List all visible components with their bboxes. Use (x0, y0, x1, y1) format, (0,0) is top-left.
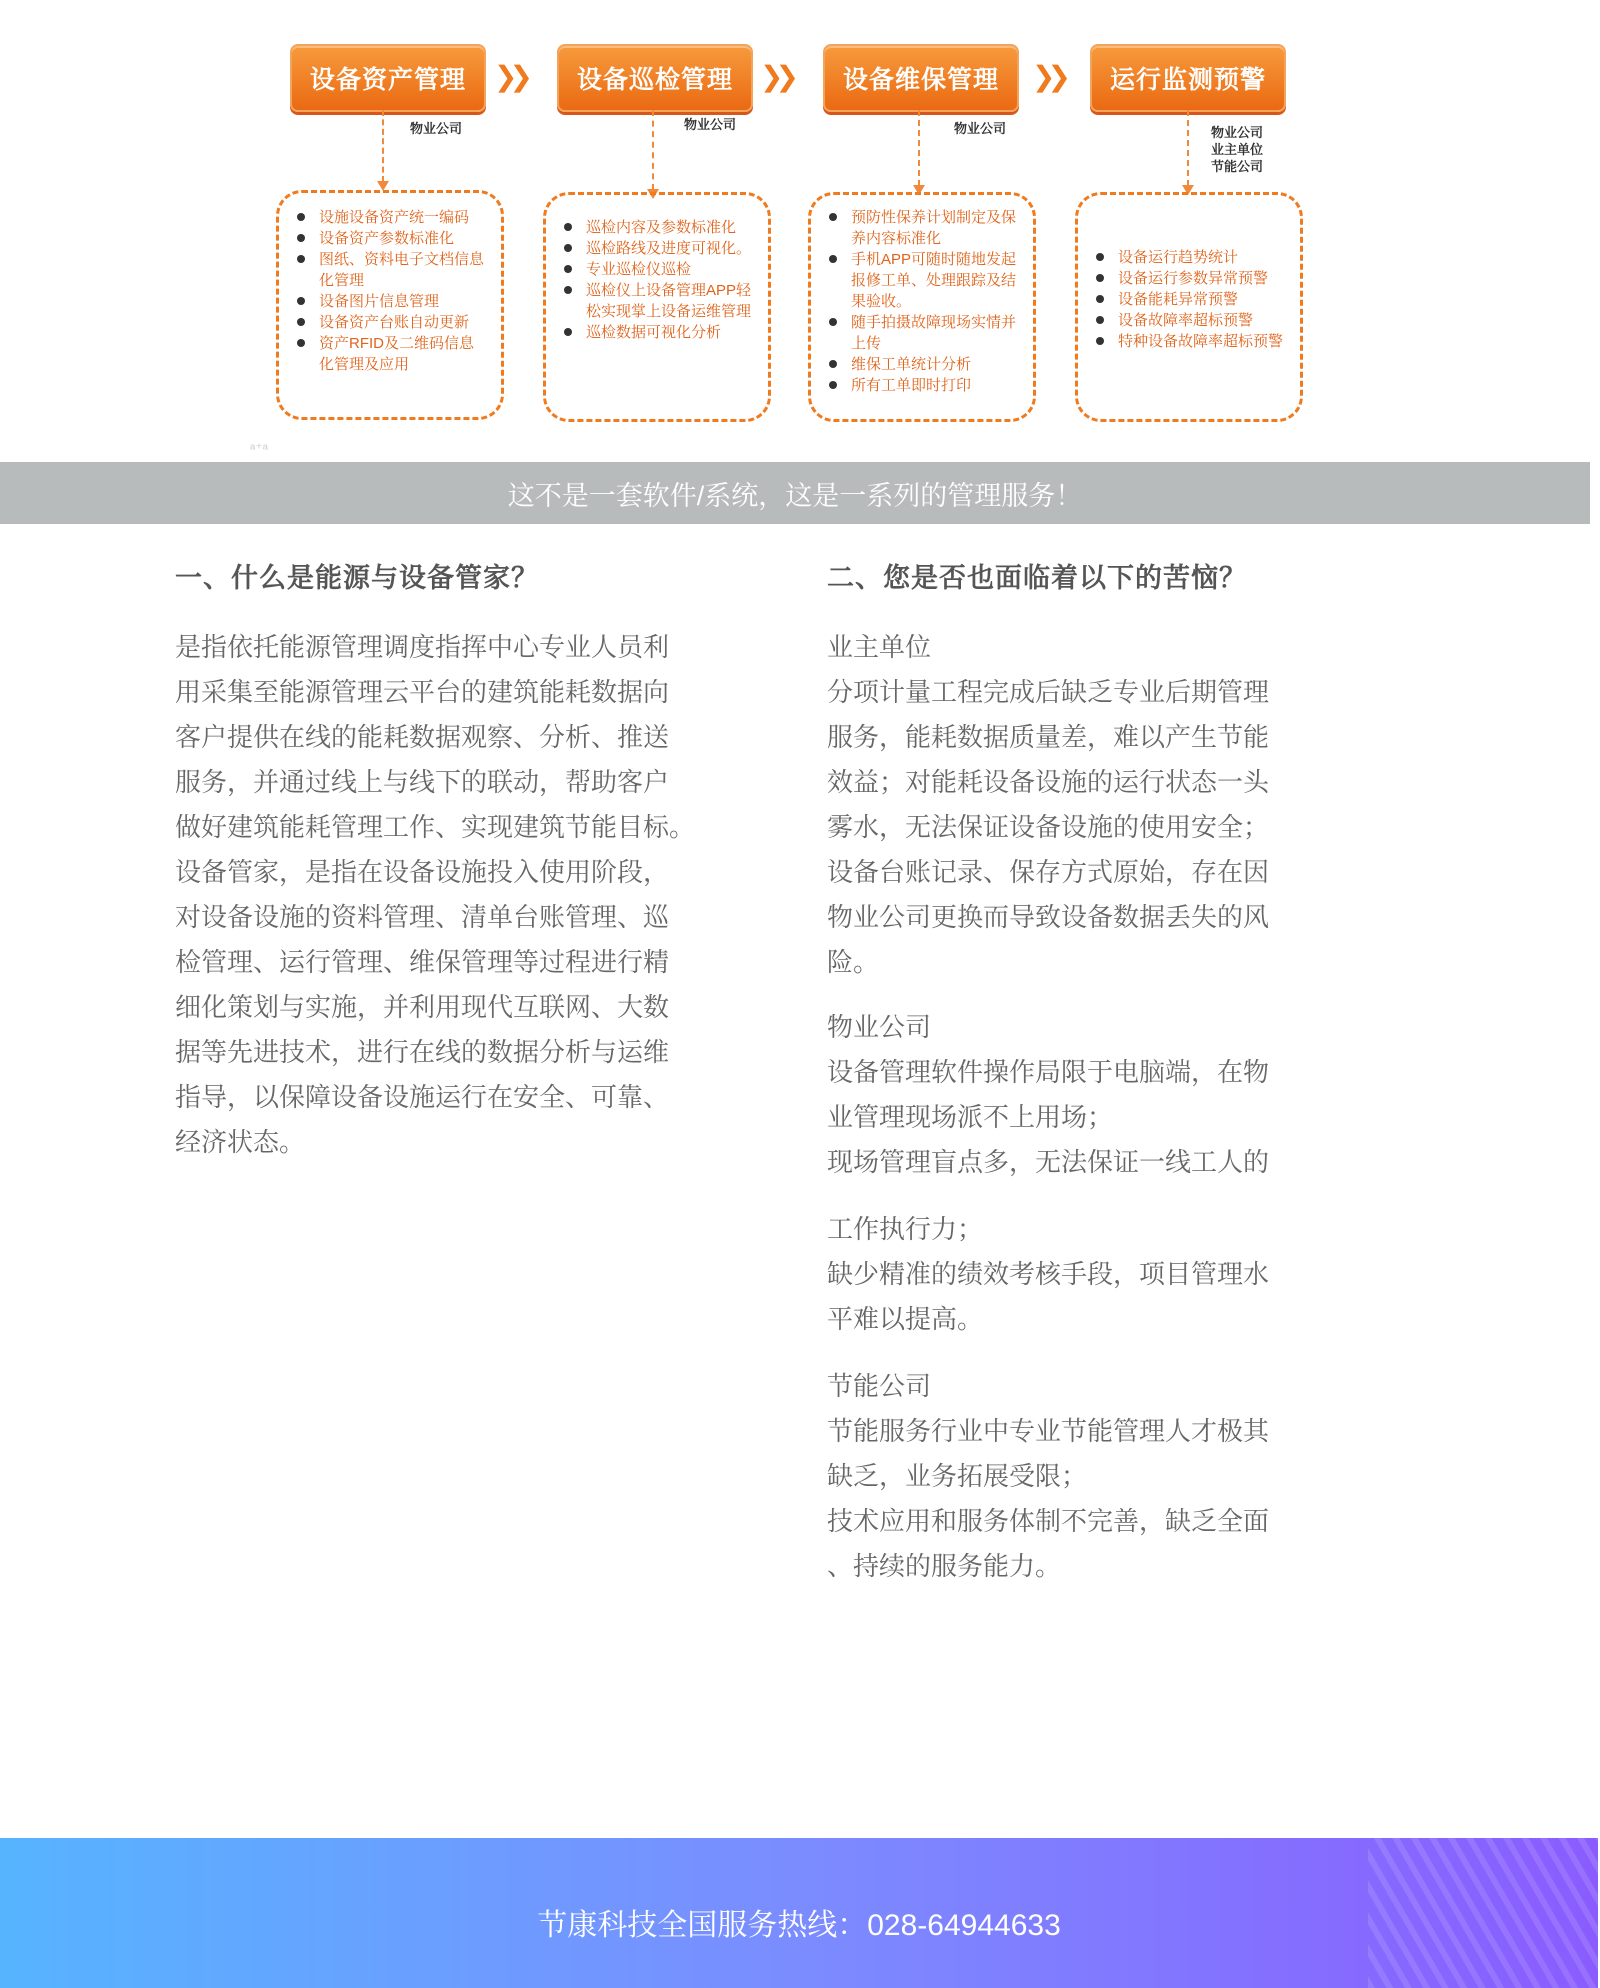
service-hotline[interactable]: 节康科技全国服务热线：028-64944633 (537, 1909, 1061, 1942)
owner-unit-block (827, 625, 1327, 985)
feature-box-asset (276, 190, 504, 420)
step-asset-management (290, 44, 486, 112)
pain-line: 技术应用和服务体制不完善，缺乏全面 (827, 1506, 1270, 1536)
step-title: 运行监测预警 (1109, 66, 1266, 94)
owner-label (954, 120, 1006, 137)
pain-line: 缺少精准的绩效考核手段，项目管理水 (827, 1259, 1270, 1289)
feature-item: 设施设备资产统一编码 (289, 207, 487, 228)
intro-line: 据等先进技术，进行在线的数据分析与运维 (175, 1037, 670, 1067)
banner-text: 这不是一套软件/系统，这是一系列的管理服务！ (507, 480, 1083, 511)
pain-line: 业管理现场派不上用场； (827, 1102, 1114, 1132)
connector-arrow (652, 110, 654, 190)
feature-item: 图纸、资料电子文档信息化管理 (289, 249, 487, 291)
owner-text: 节能公司 (1211, 159, 1264, 174)
feature-box-monitoring (1075, 192, 1303, 422)
feature-box-inspection (543, 192, 771, 422)
process-flow-diagram (0, 0, 1600, 460)
feature-item: 巡检仪上设备管理APP轻松实现掌上设备运维管理 (556, 280, 754, 322)
owner-label (410, 120, 462, 137)
energy-company-block (827, 1364, 1327, 1589)
feature-item: 维保工单统计分析 (821, 354, 1019, 375)
intro-line: 对设备设施的资料管理、清单台账管理、巡 (175, 902, 670, 932)
pain-line: 节能服务行业中专业节能管理人才极其 (827, 1416, 1270, 1446)
feature-item: 专业巡检仪巡检 (556, 259, 754, 280)
intro-line: 指导，以保障设备设施运行在安全、可靠、 (175, 1082, 670, 1112)
feature-item: 巡检内容及参数标准化 (556, 217, 754, 238)
subsection-title: 节能公司 (827, 1371, 932, 1401)
subsection-title: 物业公司 (827, 1012, 932, 1042)
step-title: 设备巡检管理 (576, 66, 733, 94)
pain-line: 现场管理盲点多，无法保证一线工人的 (827, 1147, 1270, 1177)
section-heading: 一、什么是能源与设备管家？ (175, 563, 539, 593)
pain-line: 分项计量工程完成后缺乏专业后期管理 (827, 677, 1270, 707)
intro-line: 是指依托能源管理调度指挥中心专业人员利 (175, 632, 670, 662)
intro-line: 客户提供在线的能耗数据观察、分析、推送 (175, 722, 670, 752)
feature-item: 巡检路线及进度可视化。 (556, 238, 754, 259)
owner-text: 业主单位 (1211, 142, 1264, 157)
pain-line: 雾水，无法保证设备设施的使用安全； (827, 812, 1270, 842)
feature-item: 设备能耗异常预警 (1088, 289, 1286, 310)
property-company-block (827, 1005, 1327, 1342)
intro-line: 检管理、运行管理、维保管理等过程进行精 (175, 947, 670, 977)
pain-points-section (827, 556, 1327, 1589)
connector-arrow (1187, 110, 1189, 186)
feature-item: 预防性保养计划制定及保养内容标准化 (821, 207, 1019, 249)
pain-line: 设备管理软件操作局限于电脑端，在物 (827, 1057, 1270, 1087)
intro-line: 服务，并通过线上与线下的联动，帮助客户 (175, 767, 670, 797)
intro-line: 用采集至能源管理云平台的建筑能耗数据向 (175, 677, 670, 707)
pain-line: 、持续的服务能力。 (827, 1551, 1062, 1581)
feature-box-maintenance (808, 192, 1036, 422)
owner-label (684, 116, 736, 133)
feature-item: 设备故障率超标预警 (1088, 310, 1286, 331)
pain-line: 缺乏，业务拓展受限； (827, 1461, 1088, 1491)
step-title: 设备资产管理 (309, 66, 466, 94)
step-inspection-management (557, 44, 753, 112)
connector-arrow (918, 110, 920, 186)
feature-item: 设备运行参数异常预警 (1088, 268, 1286, 289)
feature-item: 设备资产参数标准化 (289, 228, 487, 249)
intro-section (175, 556, 735, 1165)
chevron-right-icon: ❯❯ (494, 61, 525, 92)
step-title: 设备维保管理 (842, 66, 999, 94)
pain-line: 物业公司更换而导致设备数据丢失的风 (827, 902, 1270, 932)
feature-item: 所有工单即时打印 (821, 375, 1019, 396)
feature-item: 设备图片信息管理 (289, 291, 487, 312)
feature-item: 手机APP可随时随地发起报修工单、处理跟踪及结果验收。 (821, 249, 1019, 312)
chevron-right-icon: ❯❯ (1032, 61, 1063, 92)
pain-line: 平难以提高。 (827, 1304, 984, 1334)
subsection-title: 业主单位 (827, 632, 932, 662)
owner-text: 物业公司 (1211, 125, 1264, 140)
connector-arrow (382, 110, 384, 182)
pain-line: 工作执行力； (827, 1214, 984, 1244)
owner-text: 物业公司 (410, 121, 463, 136)
owner-label (1211, 124, 1263, 175)
footer-bar (0, 1838, 1598, 1988)
faint-mark: ᵃ⁺ᵃ (250, 440, 268, 456)
feature-item: 设备运行趋势统计 (1088, 247, 1286, 268)
feature-item: 随手拍摄故障现场实情并上传 (821, 312, 1019, 354)
intro-line: 设备管家，是指在设备设施投入使用阶段， (175, 857, 670, 887)
feature-item: 巡检数据可视化分析 (556, 322, 754, 343)
feature-item: 设备资产台账自动更新 (289, 312, 487, 333)
tagline-banner (0, 462, 1590, 524)
pain-line: 险。 (827, 947, 880, 977)
owner-text: 物业公司 (684, 117, 737, 132)
feature-item: 特种设备故障率超标预警 (1088, 331, 1286, 352)
feature-item: 资产RFID及二维码信息化管理及应用 (289, 333, 487, 375)
owner-text: 物业公司 (954, 121, 1007, 136)
chevron-right-icon: ❯❯ (760, 61, 791, 92)
step-operation-monitoring (1090, 44, 1286, 112)
pain-line: 设备台账记录、保存方式原始，存在因 (827, 857, 1270, 887)
pain-line: 效益；对能耗设备设施的运行状态一头 (827, 767, 1270, 797)
pain-line: 服务，能耗数据质量差，难以产生节能 (827, 722, 1270, 752)
step-maintenance-management (823, 44, 1019, 112)
section-heading: 二、您是否也面临着以下的苦恼？ (827, 563, 1247, 593)
intro-line: 细化策划与实施，并利用现代互联网、大数 (175, 992, 670, 1022)
intro-line: 经济状态。 (175, 1127, 306, 1157)
intro-line: 做好建筑能耗管理工作、实现建筑节能目标。 (175, 812, 696, 842)
